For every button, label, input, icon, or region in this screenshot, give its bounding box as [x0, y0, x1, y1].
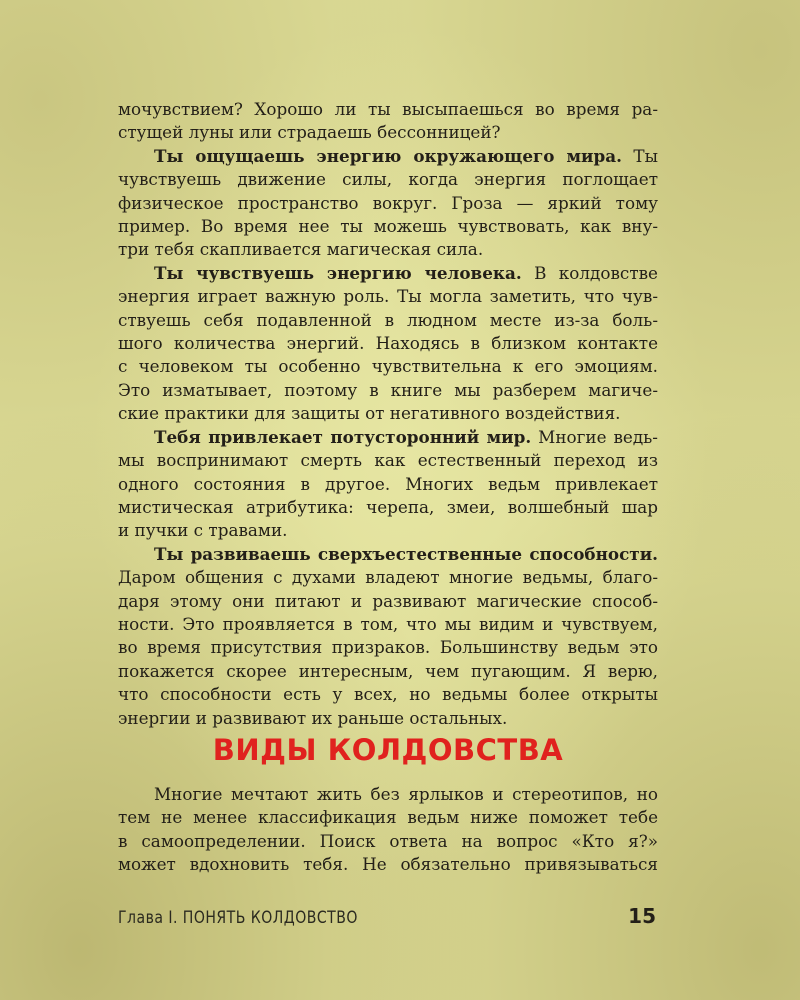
- paragraph: [118, 543, 658, 566]
- paragraph-line: одного состояния в другое. Многих ведьм привлекает: [118, 473, 658, 494]
- text: Многие ведь-: [531, 426, 658, 447]
- paragraph-line: даря этому они питают и развивают магические способ-: [118, 590, 658, 611]
- paragraph-line: в самоопределении. Поиск ответа на вопрос «Кто я?»: [118, 830, 658, 851]
- paragraph-line: во время присутствия призраков. Большинству ведьм это: [118, 637, 658, 658]
- paragraph-line: с человеком ты особенно чувствительна к его эмоциям.: [118, 356, 658, 377]
- paragraph-line: Это изматывает, поэтому в книге мы разберем магиче-: [118, 379, 658, 400]
- paragraph-line: шого количества энергий. Находясь в близком контакте: [118, 333, 658, 354]
- paragraph-line: Даром общения с духами владеют многие ведьмы, благо-: [118, 567, 658, 588]
- running-footer-chapter: Глава I. ПОНЯТЬ КОЛДОВСТВО: [118, 908, 358, 928]
- page-number: 15: [628, 904, 656, 928]
- bold-lead: Тебя привлекает потусторонний мир.: [154, 426, 532, 447]
- body-text: [118, 98, 658, 730]
- text: В колдовстве: [521, 262, 658, 283]
- paragraph: мочувствием? Хорошо ли ты высыпаешься во время ра-: [118, 99, 658, 119]
- section-heading: ВИДЫ КОЛДОВСТВА: [212, 733, 564, 767]
- paragraph-line: ствуешь себя подавленной в людном месте из-за боль-: [118, 309, 658, 330]
- paragraph-line: пример. Во время нее ты можешь чувствовать, как вну-: [118, 216, 658, 237]
- page-footer: [118, 904, 656, 928]
- paragraph-line: Многие мечтают жить без ярлыков и стереотипов, но: [154, 784, 658, 804]
- paragraph-line: энергии и развивают их раньше остальных.: [118, 707, 508, 728]
- bold-lead: Ты чувствуешь энергию человека.: [154, 262, 522, 283]
- text: Ты: [621, 145, 658, 166]
- paragraph-line: покажется скорее интересным, чем пугающим. Я верю,: [118, 660, 658, 681]
- paragraph-line: энергия играет важную роль. Ты могла заметить, что чув-: [118, 286, 658, 307]
- bold-lead: Ты ощущаешь энергию окружающего мира.: [154, 145, 622, 166]
- paragraph-line: что способности есть у всех, но ведьмы более открыты: [118, 684, 658, 705]
- paragraph: стущей луны или страдаешь бессонницей?: [118, 122, 501, 143]
- paragraph-line: мы воспринимают смерть как естественный переход из: [118, 450, 658, 471]
- paragraph-line: мистическая атрибутика: черепа, змеи, волшебный шар: [118, 496, 658, 517]
- paragraph-line: три тебя скапливается магическая сила.: [118, 239, 484, 260]
- paragraph: [118, 145, 658, 168]
- paragraph-line: ские практики для защиты от негативного воздействия.: [118, 403, 621, 424]
- paragraph-line: и пучки с травами.: [118, 520, 288, 541]
- paragraph-line: физическое пространство вокруг. Гроза — яркий тому: [118, 192, 658, 213]
- paragraph-line: может вдохновить тебя. Не обязательно привязываться: [118, 854, 658, 875]
- paragraph-line: ности. Это проявляется в том, что мы видим и чувствуем,: [118, 613, 658, 634]
- paragraph: [118, 262, 658, 285]
- section-intro: [118, 783, 658, 877]
- paragraph-line: тем не менее классификация ведьм ниже поможет тебе: [118, 807, 658, 828]
- paragraph-line: чувствуешь движение силы, когда энергия поглощает: [118, 169, 658, 190]
- paragraph: [118, 426, 658, 449]
- bold-lead: Ты развиваешь сверхъестественные способности.: [154, 543, 658, 564]
